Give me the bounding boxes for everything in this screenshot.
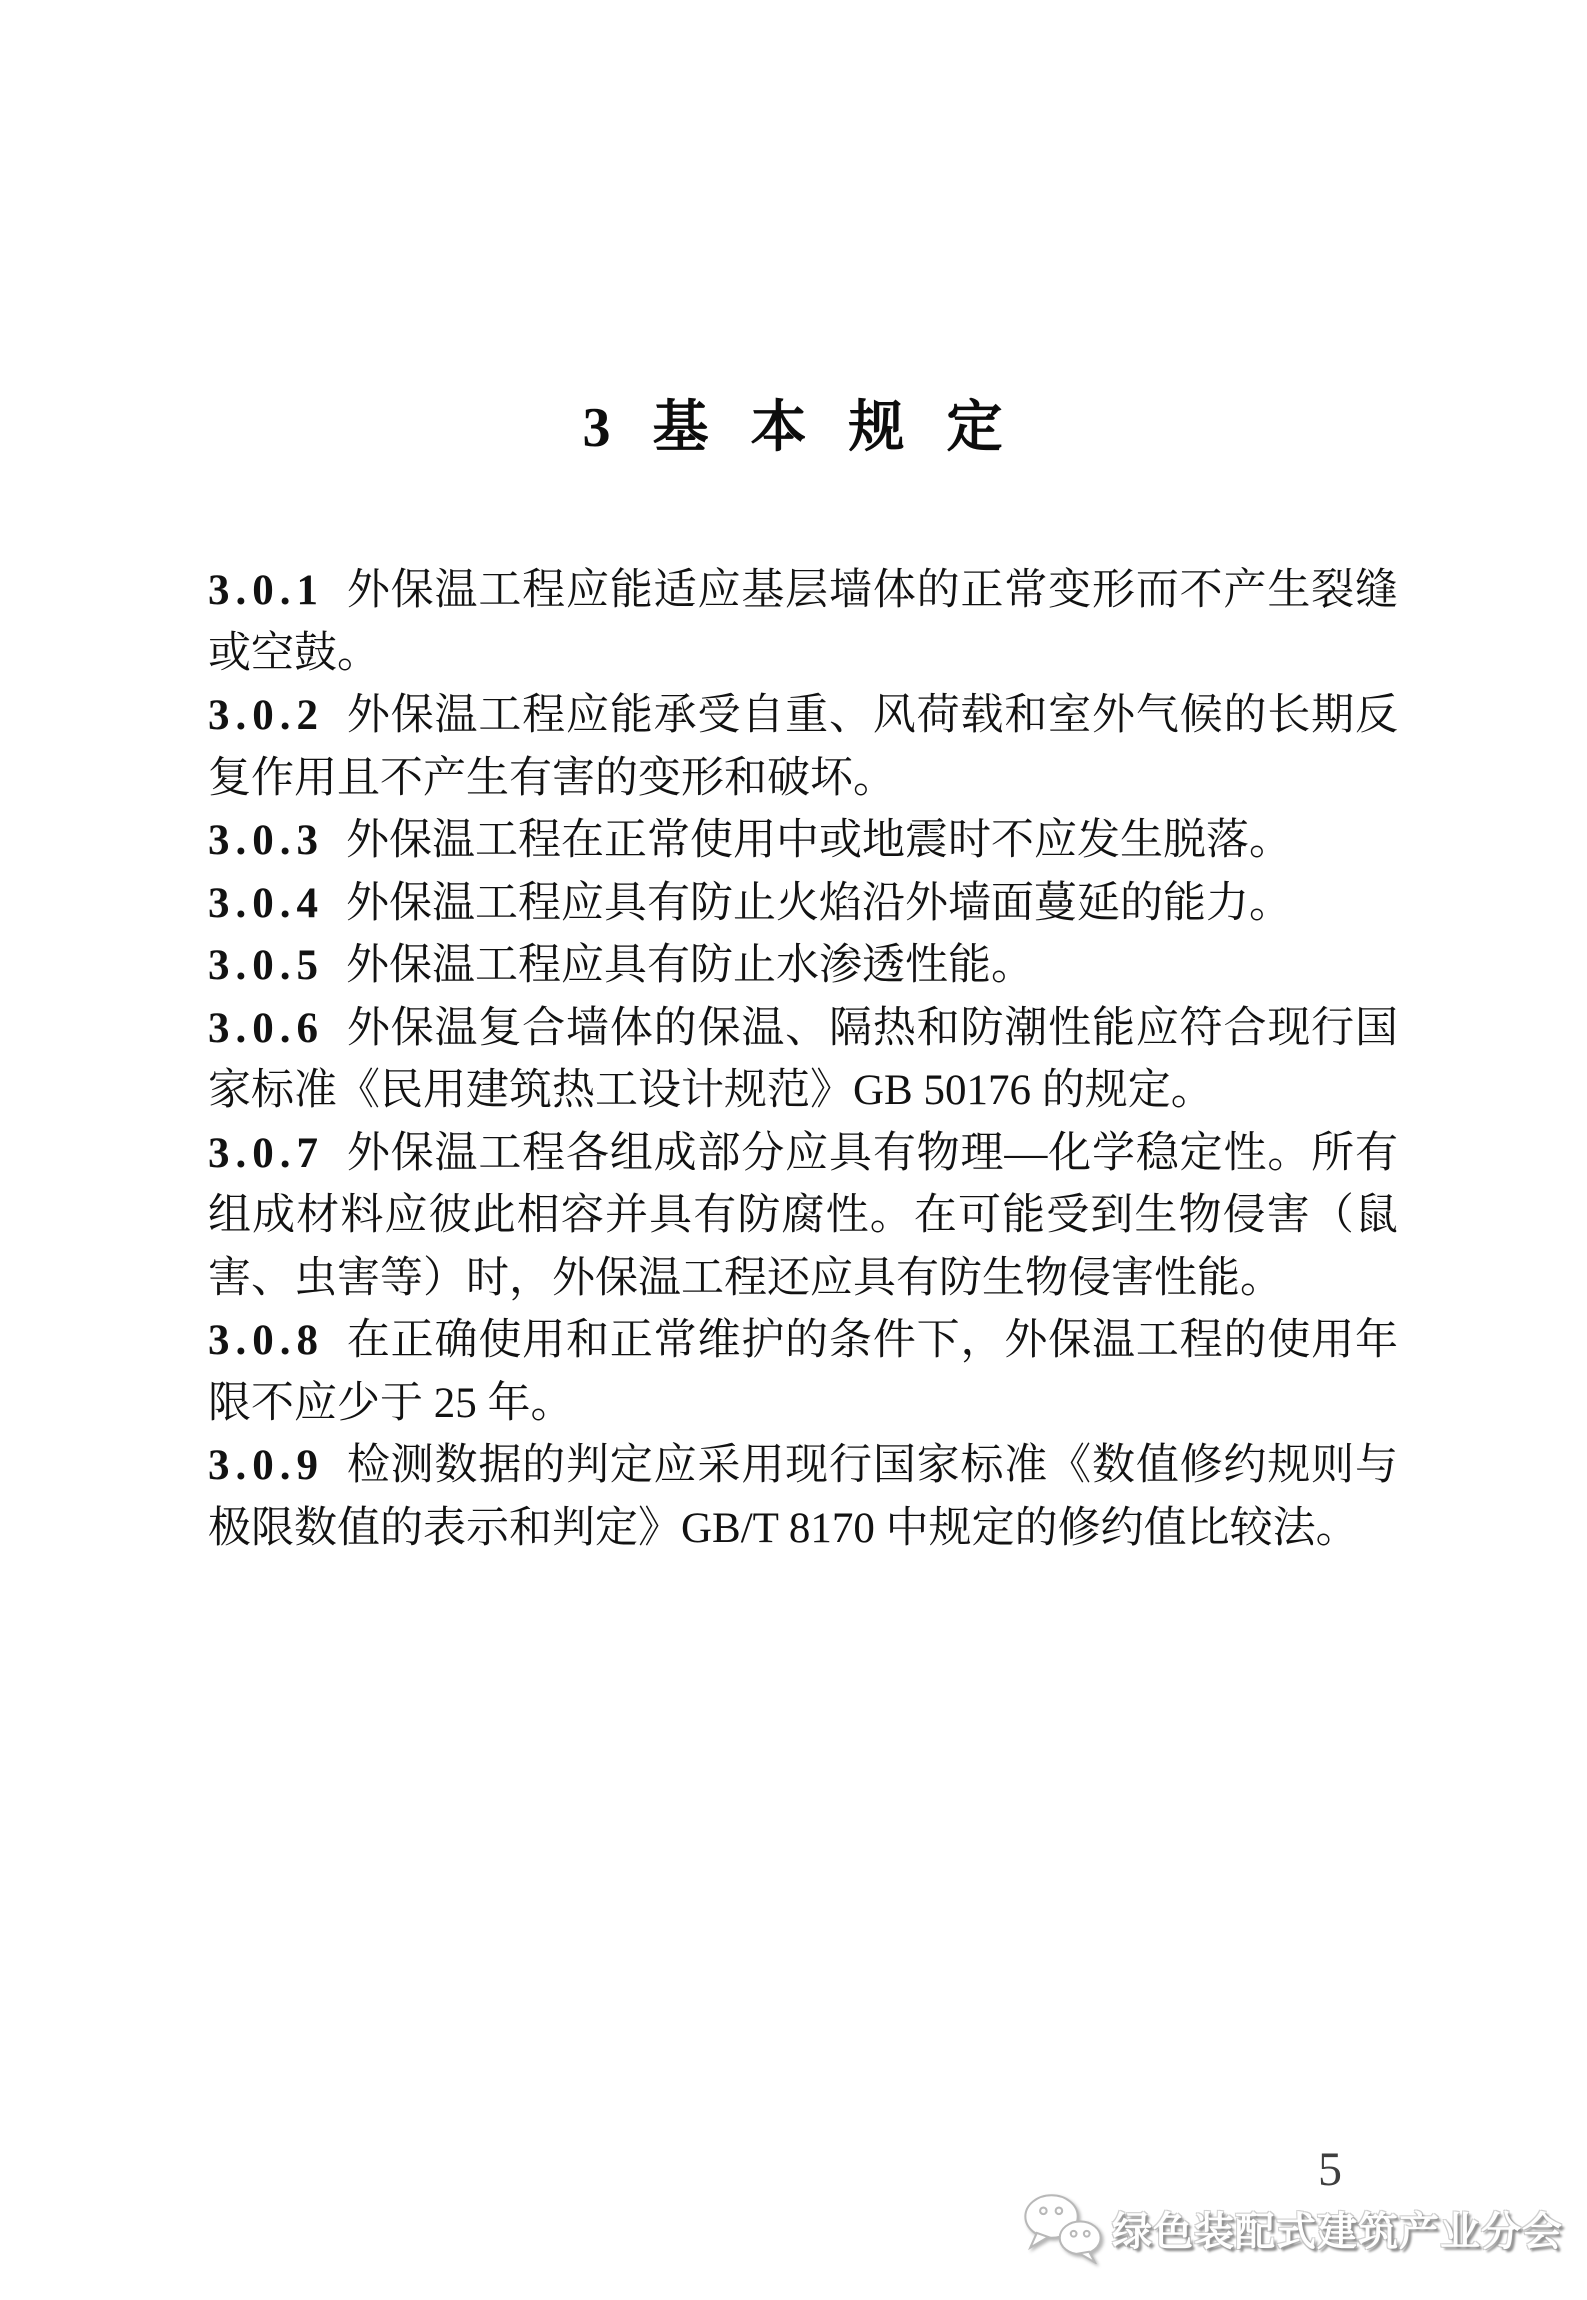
clause-line: 3.0.4 外保温工程应具有防止火焰沿外墙面蔓延的能力。 <box>208 879 1292 927</box>
clause-line: 3.0.1 外保温工程应能适应基层墙体的正常变形而不产生裂缝 <box>208 567 1398 614</box>
clause-line: 3.0.2 外保温工程应能承受自重、风荷载和室外气候的长期反 <box>208 692 1398 739</box>
clause-line: 限不应少于 25 年。 <box>208 1379 574 1427</box>
body-text <box>208 560 1398 1560</box>
clause-line: 家标准《民用建筑热工设计规范》GB 50176 的规定。 <box>208 1067 1214 1114</box>
clause-line: 3.0.3 外保温工程在正常使用中或地震时不应发生脱落。 <box>208 817 1292 864</box>
clause-number: 3.0.8 <box>208 1317 324 1364</box>
clause-line: 复作用且不产生有害的变形和破坏。 <box>208 754 896 802</box>
clause-number: 3.0.1 <box>208 567 324 614</box>
chapter-title: 3 基 本 规 定 <box>582 397 1005 459</box>
clause-line: 极限数值的表示和判定》GB/T 8170 中规定的修约值比较法。 <box>208 1504 1359 1552</box>
clause-number: 3.0.6 <box>208 1004 324 1052</box>
clause-line: 3.0.8 在正确使用和正常维护的条件下，外保温工程的使用年 <box>208 1317 1398 1364</box>
clause-line: 3.0.5 外保温工程应具有防止水渗透性能。 <box>208 942 1034 989</box>
clause-line: 3.0.7 外保温工程各组成部分应具有物理—化学稳定性。所有 <box>208 1129 1398 1177</box>
clause-line: 组成材料应彼此相容并具有防腐性。在可能受到生物侵害（鼠 <box>208 1192 1398 1239</box>
page-number: 5 <box>1318 2143 1342 2196</box>
clause-line: 3.0.9 检测数据的判定应采用现行国家标准《数值修约规则与 <box>208 1442 1398 1489</box>
clause-number: 3.0.5 <box>208 942 324 989</box>
clause-number: 3.0.4 <box>208 879 324 927</box>
watermark-text: 绿色装配式建筑产业分会 <box>1112 2209 1563 2254</box>
clause-line: 3.0.6 外保温复合墙体的保温、隔热和防潮性能应符合现行国 <box>208 1004 1398 1052</box>
clause-number: 3.0.3 <box>208 817 324 864</box>
clause-number: 3.0.9 <box>208 1442 324 1489</box>
clause-line: 害、虫害等）时，外保温工程还应具有防生物侵害性能。 <box>208 1254 1283 1302</box>
clause-number: 3.0.2 <box>208 692 324 739</box>
footer-watermark <box>1022 2192 1563 2264</box>
clause-line: 或空鼓。 <box>208 629 380 677</box>
clause-number: 3.0.7 <box>208 1129 324 1177</box>
wechat-icon <box>1022 2192 1104 2264</box>
